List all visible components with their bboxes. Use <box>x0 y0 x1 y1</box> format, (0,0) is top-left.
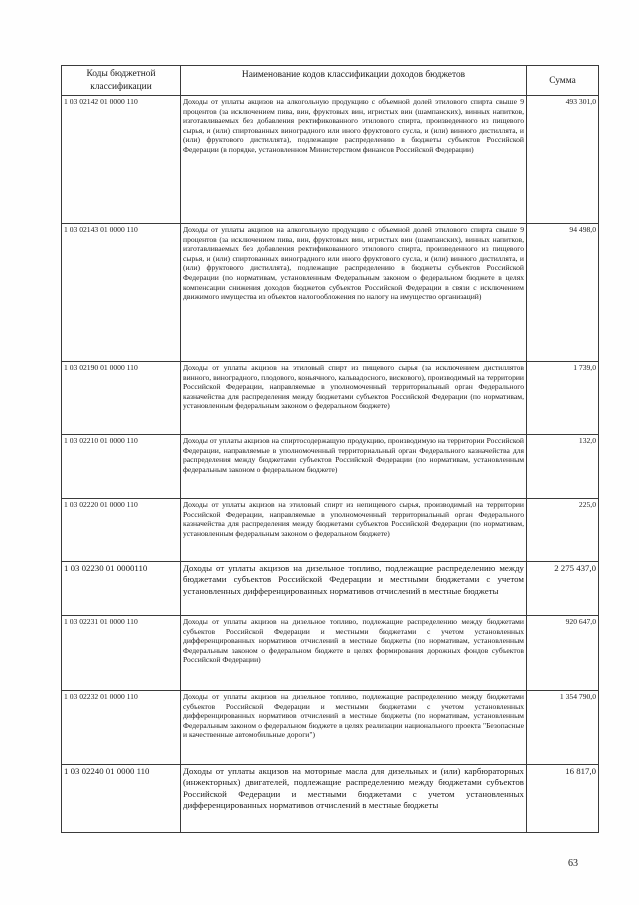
row-sum: 920 647,0 <box>527 616 599 691</box>
row-sum: 94 498,0 <box>527 224 599 362</box>
row-name: Доходы от уплаты акцизов на дизельное топливо, подлежащие распределению между бюджетами субъектов Российской Федерации и местными бюджетами с учетом установленных дифференцированных нормативов отчислений в местные бюджеты (по нормативам, установленным Федеральным законом о федеральном бюджете в целях формирования дорожных фондов субъектов Российской Федерации) <box>181 616 527 691</box>
table-row <box>62 435 599 499</box>
row-name: Доходы от уплаты акцизов на дизельное топливо, подлежащие распределению между бюджетами субъектов Российской Федерации и местными бюджетами с учетом установленных дифференцированных нормативов отчислений в местные бюджеты (по нормативам, установленным Федеральным законом о федеральном бюджете в целях реализации национального проекта "Безопасные и качественные автомобильные дороги") <box>181 691 527 765</box>
header-sum: Сумма <box>527 66 599 96</box>
row-code: 1 03 02220 01 0000 110 <box>62 499 181 562</box>
row-name: Доходы от уплаты акцизов на этиловый спирт из пищевого сырья (за исключением дистиллятов винного, виноградного, плодового, коньячного, кальвадосного, вискового), производимый на территории Российской Федерации, направляемые в уполномоченный территориальный орган Федерального казначейства для распределения между бюджетами субъектов Российской Федерации (по нормативам, установленным федеральным законом о федеральном бюджете) <box>181 362 527 435</box>
table-row <box>62 691 599 765</box>
row-name: Доходы от уплаты акцизов на моторные масла для дизельных и (или) карбюраторных (инжекторных) двигателей, подлежащие распределению между бюджетами субъектов Российской Федерации и местными бюджетами с учетом установленных дифференцированных нормативов отчислений в местные бюджеты <box>181 765 527 833</box>
table-row <box>62 499 599 562</box>
row-code: 1 03 02190 01 0000 110 <box>62 362 181 435</box>
table-row <box>62 224 599 362</box>
row-name: Доходы от уплаты акцизов на дизельное топливо, подлежащие распределению между бюджетами субъектов Российской Федерации и местными бюджетами с учетом установленных дифференцированных нормативов отчислений в местные бюджеты <box>181 562 527 616</box>
table-row <box>62 562 599 616</box>
budget-revenue-table <box>61 65 599 833</box>
row-sum: 132,0 <box>527 435 599 499</box>
header-name: Наименование кодов классификации доходов бюджетов <box>181 66 527 96</box>
header-code: Коды бюджетной классификации <box>62 66 181 96</box>
row-name: Доходы от уплаты акцизов на спиртосодержащую продукцию, производимую на территории Российской Федерации, направляемые в уполномоченный территориальный орган Федерального казначейства для распределения между бюджетами субъектов Российской Федерации (по нормативам, установленным федеральным законом о федеральном бюджете) <box>181 435 527 499</box>
row-code: 1 03 02231 01 0000 110 <box>62 616 181 691</box>
row-code: 1 03 02230 01 0000110 <box>62 562 181 616</box>
row-name: Доходы от уплаты акцизов на этиловый спирт из непищевого сырья, производимый на территории Российской Федерации, направляемые в уполномоченный территориальный орган Федерального казначейства для распределения между бюджетами субъектов Российской Федерации (по нормативам, установленным федеральным законом о федеральном бюджете) <box>181 499 527 562</box>
row-sum: 1 739,0 <box>527 362 599 435</box>
row-name: Доходы от уплаты акцизов на алкогольную продукцию с объемной долей этилового спирта свыше 9 процентов (за исключением пива, вин, фруктовых вин, игристых вин (шампанских), винных напитков, изготавливаемых без добавления ректификованного этилового спирта, произведенного из пищевого сырья, и (или) спиртованных виноградного или иного фруктового сусла, и (или) винного дистиллята, и (или) фруктового дистиллята), подлежащие распределению в бюджеты субъектов Российской Федерации (в порядке, установленном Министерством финансов Российской Федерации) <box>181 96 527 224</box>
row-code: 1 03 02210 01 0000 110 <box>62 435 181 499</box>
row-sum: 2 275 437,0 <box>527 562 599 616</box>
row-code: 1 03 02142 01 0000 110 <box>62 96 181 224</box>
table-row <box>62 362 599 435</box>
row-code: 1 03 02240 01 0000 110 <box>62 765 181 833</box>
row-sum: 493 301,0 <box>527 96 599 224</box>
row-sum: 225,0 <box>527 499 599 562</box>
table-row <box>62 765 599 833</box>
row-code: 1 03 02143 01 0000 110 <box>62 224 181 362</box>
table-row <box>62 96 599 224</box>
row-name: Доходы от уплаты акцизов на алкогольную продукцию с объемной долей этилового спирта свыше 9 процентов (за исключением пива, вин, фруктовых вин, игристых вин (шампанских), винных напитков, изготавливаемых без добавления ректификованного этилового спирта, произведенного из пищевого сырья, и (или) спиртованных виноградного или иного фруктового сусла, и (или) винного дистиллята, и (или) фруктового дистиллята), подлежащие распределению в бюджеты субъектов Российской Федерации (по нормативам, установленным Федеральным законом о федеральном бюджете в целях компенсации снижения доходов бюджетов субъектов Российской Федерации в связи с исключением движимого имущества из объектов налогообложения по налогу на имущество организаций) <box>181 224 527 362</box>
row-code: 1 03 02232 01 0000 110 <box>62 691 181 765</box>
row-sum: 16 817,0 <box>527 765 599 833</box>
table-row <box>62 616 599 691</box>
row-sum: 1 354 790,0 <box>527 691 599 765</box>
page-number: 63 <box>568 858 578 869</box>
table-header-row <box>62 66 599 96</box>
